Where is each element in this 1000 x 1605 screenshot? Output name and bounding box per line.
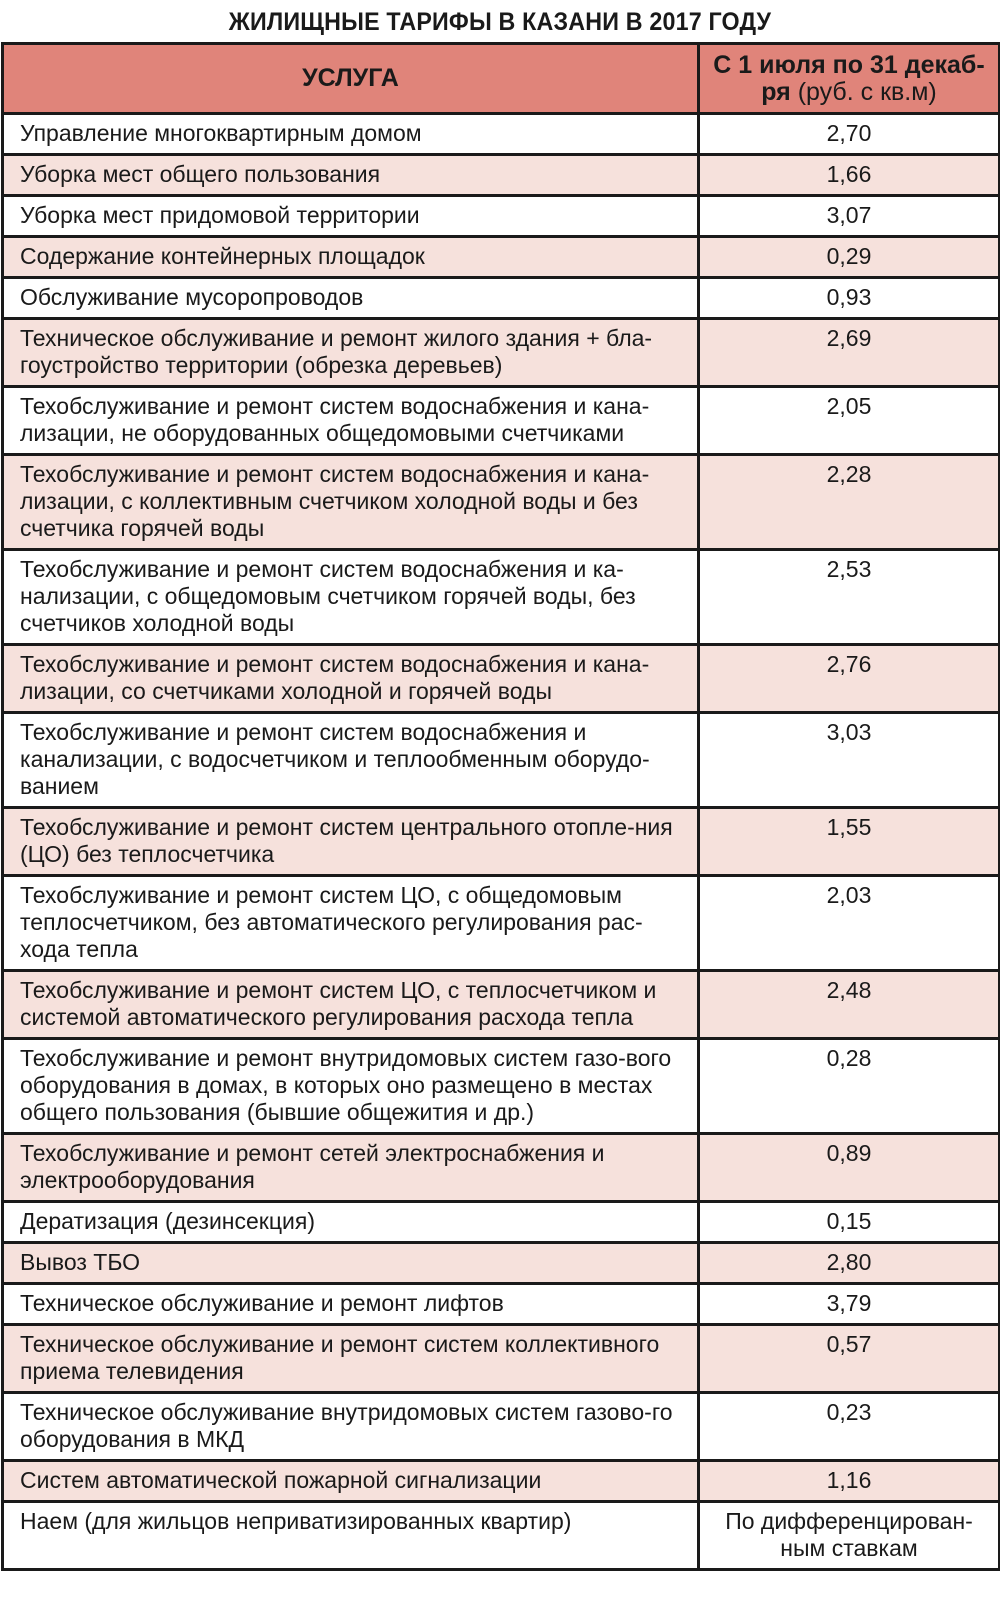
rate-cell: 2,70: [699, 114, 1000, 155]
service-cell: Обслуживание мусоропроводов: [3, 278, 699, 319]
table-row: [3, 237, 1000, 278]
table-row: [3, 1134, 1000, 1202]
rate-cell: 1,66: [699, 155, 1000, 196]
table-row: [3, 1393, 1000, 1461]
table-row: [3, 1461, 1000, 1502]
header-rate-period-line2: ря: [761, 78, 791, 106]
header-rate: [699, 44, 1000, 114]
rate-cell: 2,05: [699, 387, 1000, 455]
tariff-table: [1, 42, 1000, 1571]
service-cell: Техническое обслуживание и ремонт лифтов: [3, 1284, 699, 1325]
service-cell: Техобслуживание и ремонт систем ЦО, с общедомовым теплосчетчиком, без автоматического регулирования рас-хода тепла: [3, 876, 699, 971]
service-cell: Техобслуживание и ремонт систем ЦО, с теплосчетчиком и системой автоматического регулирования расхода тепла: [3, 971, 699, 1039]
table-row: [3, 155, 1000, 196]
rate-cell: 2,28: [699, 455, 1000, 550]
rate-cell: 0,29: [699, 237, 1000, 278]
service-cell: Техобслуживание и ремонт систем водоснабжения и ка-нализации, с общедомовым счетчиком горячей воды, без счетчиков холодной воды: [3, 550, 699, 645]
table-row: [3, 1325, 1000, 1393]
table-row: [3, 278, 1000, 319]
header-rate-unit: (руб. с кв.м): [790, 78, 937, 106]
service-cell: Техобслуживание и ремонт сетей электроснабжения и электрооборудования: [3, 1134, 699, 1202]
rate-cell: 2,48: [699, 971, 1000, 1039]
table-row: [3, 1502, 1000, 1570]
table-row: [3, 196, 1000, 237]
service-cell: Техобслуживание и ремонт внутридомовых систем газо-вого оборудования в домах, в которых оно размещено в местах общего пользования (бывшие общежития и др.): [3, 1039, 699, 1134]
table-row: [3, 808, 1000, 876]
header-rate-period-line1: С 1 июля по 31 декаб-: [713, 51, 985, 79]
table-row: [3, 713, 1000, 808]
rate-cell: По дифференцирован-ным ставкам: [699, 1502, 1000, 1570]
rate-cell: 2,76: [699, 645, 1000, 713]
table-row: [3, 455, 1000, 550]
rate-cell: 0,28: [699, 1039, 1000, 1134]
rate-cell: 2,53: [699, 550, 1000, 645]
table-row: [3, 1284, 1000, 1325]
rate-cell: 2,80: [699, 1243, 1000, 1284]
service-cell: Техническое обслуживание и ремонт систем коллективного приема телевидения: [3, 1325, 699, 1393]
table-row: [3, 387, 1000, 455]
rate-cell: 1,16: [699, 1461, 1000, 1502]
service-cell: Техобслуживание и ремонт систем водоснабжения и канализации, с водосчетчиком и теплообменным оборудо-ванием: [3, 713, 699, 808]
service-cell: Уборка мест общего пользования: [3, 155, 699, 196]
service-cell: Техническое обслуживание внутридомовых систем газово-го оборудования в МКД: [3, 1393, 699, 1461]
service-cell: Техобслуживание и ремонт систем водоснабжения и кана-лизации, со счетчиками холодной и горячей воды: [3, 645, 699, 713]
rate-cell: 2,03: [699, 876, 1000, 971]
service-cell: Систем автоматической пожарной сигнализации: [3, 1461, 699, 1502]
rate-cell: 0,23: [699, 1393, 1000, 1461]
service-cell: Содержание контейнерных площадок: [3, 237, 699, 278]
table-row: [3, 1039, 1000, 1134]
rate-cell: 3,07: [699, 196, 1000, 237]
table-row: [3, 319, 1000, 387]
service-cell: Уборка мест придомовой территории: [3, 196, 699, 237]
rate-cell: 0,93: [699, 278, 1000, 319]
table-row: [3, 645, 1000, 713]
table-row: [3, 114, 1000, 155]
page-title: ЖИЛИЩНЫЕ ТАРИФЫ В КАЗАНИ В 2017 ГОДУ: [228, 8, 772, 36]
rate-cell: 0,89: [699, 1134, 1000, 1202]
service-cell: Техобслуживание и ремонт систем водоснабжения и кана-лизации, не оборудованных общедомовыми счетчиками: [3, 387, 699, 455]
table-header-row: [3, 44, 1000, 114]
table-row: [3, 1243, 1000, 1284]
table-row: [3, 550, 1000, 645]
service-cell: Техобслуживание и ремонт систем водоснабжения и кана-лизации, с коллективным счетчиком холодной воды и без счетчика горячей воды: [3, 455, 699, 550]
rate-cell: 1,55: [699, 808, 1000, 876]
service-cell: Управление многоквартирным домом: [3, 114, 699, 155]
service-cell: Наем (для жильцов неприватизированных квартир): [3, 1502, 699, 1570]
service-cell: Техническое обслуживание и ремонт жилого здания + бла-гоустройство территории (обрезка деревьев): [3, 319, 699, 387]
header-service: УСЛУГА: [3, 44, 699, 114]
service-cell: Дератизация (дезинсекция): [3, 1202, 699, 1243]
rate-cell: 2,69: [699, 319, 1000, 387]
service-cell: Вывоз ТБО: [3, 1243, 699, 1284]
table-row: [3, 1202, 1000, 1243]
table-row: [3, 971, 1000, 1039]
service-cell: Техобслуживание и ремонт систем центрального отопле-ния (ЦО) без теплосчетчика: [3, 808, 699, 876]
table-row: [3, 876, 1000, 971]
rate-cell: 0,57: [699, 1325, 1000, 1393]
rate-cell: 3,03: [699, 713, 1000, 808]
rate-cell: 3,79: [699, 1284, 1000, 1325]
rate-cell: 0,15: [699, 1202, 1000, 1243]
